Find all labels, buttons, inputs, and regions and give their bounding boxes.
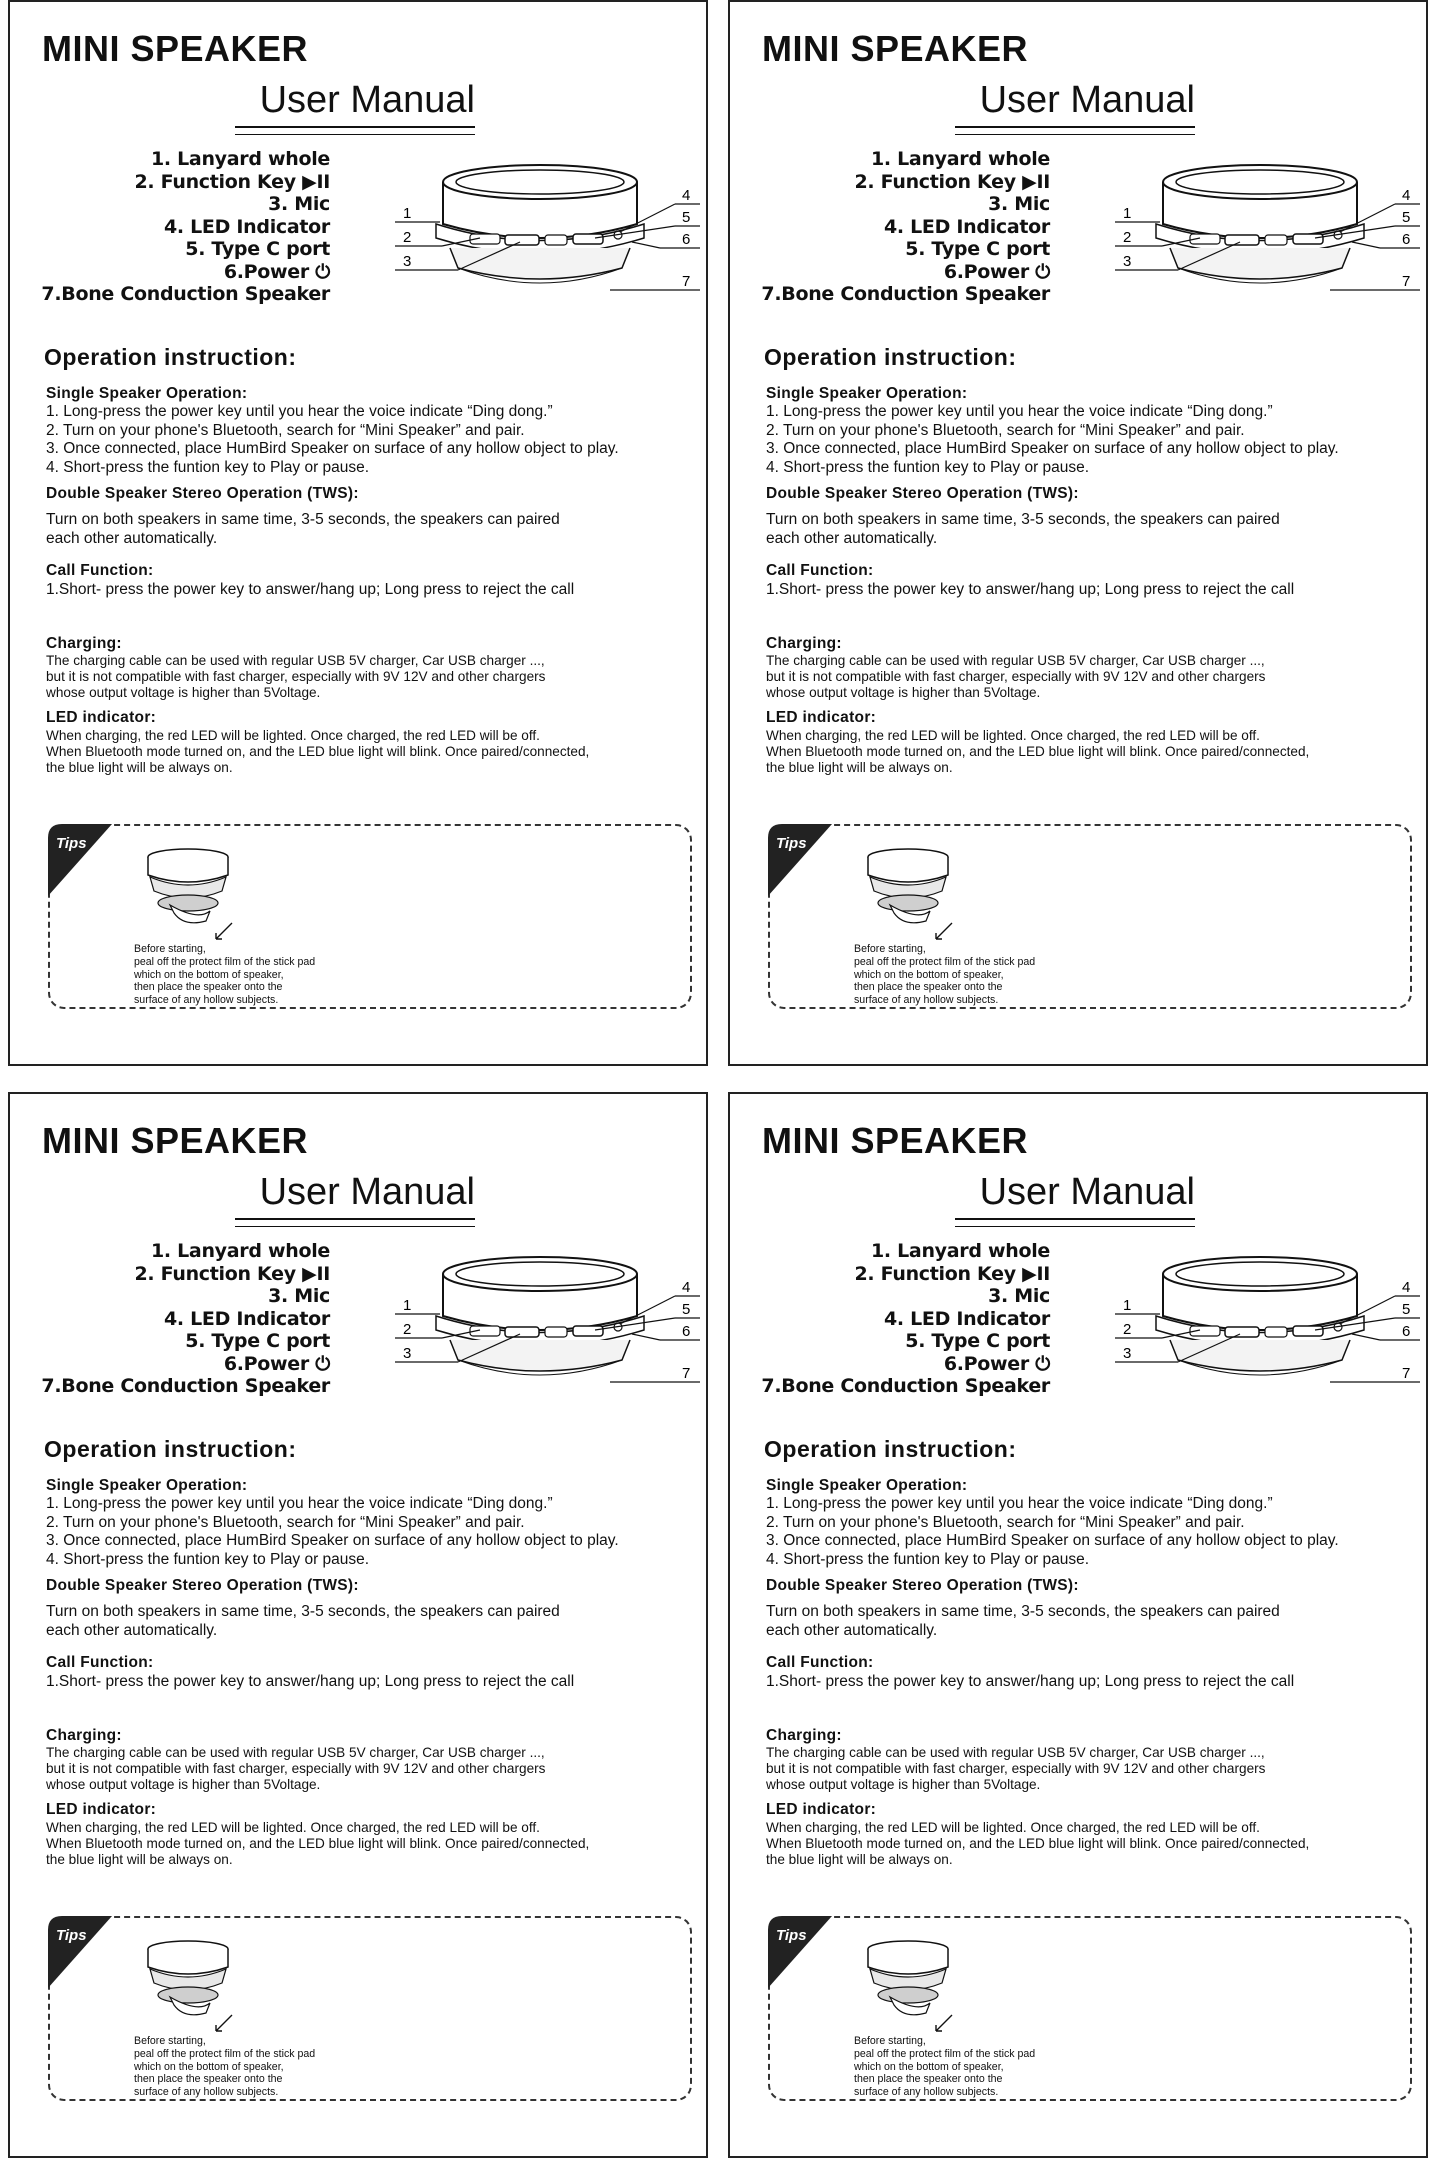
part-item: 2. Function Key ▶II bbox=[854, 1262, 1050, 1285]
single-speaker-heading: Single Speaker Operation: bbox=[46, 385, 248, 402]
tws-line: Turn on both speakers in same time, 3-5 seconds, the speakers can paired bbox=[46, 1603, 560, 1621]
operation-heading: Operation instruction: bbox=[764, 1436, 1017, 1462]
tips-text bbox=[134, 943, 315, 1007]
charging-line: whose output voltage is higher than 5Voltage. bbox=[46, 1777, 321, 1793]
tips-badge bbox=[48, 1916, 118, 1992]
charging-line: The charging cable can be used with regular USB 5V charger, Car USB charger ..., bbox=[46, 1745, 545, 1761]
stick-pad-illustration bbox=[140, 847, 260, 947]
led-line: When Bluetooth mode turned on, and the LED blue light will blink. Once paired/connected, bbox=[766, 743, 1310, 759]
charging-line: whose output voltage is higher than 5Voltage. bbox=[766, 1777, 1041, 1793]
led-heading: LED indicator: bbox=[46, 1801, 157, 1819]
single-step: 1. Long-press the power key until you hear the voice indicate “Ding dong.” bbox=[766, 1495, 1273, 1513]
subtitle-divider bbox=[235, 134, 475, 135]
instructions-body bbox=[46, 385, 706, 776]
tips-text bbox=[854, 2035, 1035, 2099]
part-item: 6.Power ⏻ bbox=[943, 260, 1050, 283]
manual-panel-top-left bbox=[8, 0, 708, 1066]
single-step: 4. Short-press the funtion key to Play or pause. bbox=[46, 458, 370, 476]
charging-heading: Charging: bbox=[46, 635, 122, 653]
operation-heading: Operation instruction: bbox=[44, 1436, 297, 1462]
single-speaker-heading: Single Speaker Operation: bbox=[766, 1477, 968, 1494]
tws-heading: Double Speaker Stereo Operation (TWS): bbox=[766, 485, 1079, 503]
single-step: 2. Turn on your phone's Bluetooth, search for “Mini Speaker” and pair. bbox=[46, 421, 525, 439]
call-heading: Call Function: bbox=[46, 562, 154, 580]
callout-number: 2 bbox=[403, 229, 412, 246]
callout-number: 5 bbox=[1402, 1301, 1411, 1318]
led-line: When charging, the red LED will be lighted. Once charged, the red LED will be off. bbox=[766, 1819, 1260, 1835]
single-speaker-heading: Single Speaker Operation: bbox=[46, 1477, 248, 1494]
charging-heading: Charging: bbox=[766, 1727, 842, 1745]
tws-line: Turn on both speakers in same time, 3-5 seconds, the speakers can paired bbox=[766, 511, 1280, 529]
stick-pad-illustration bbox=[860, 1939, 980, 2039]
callout-number: 2 bbox=[1123, 1321, 1132, 1338]
manual-title: MINI SPEAKER bbox=[42, 28, 309, 69]
call-heading: Call Function: bbox=[766, 1654, 874, 1672]
parts-list bbox=[761, 1240, 1050, 1398]
single-step: 3. Once connected, place HumBird Speaker on surface of any hollow object to play. bbox=[46, 440, 619, 458]
part-item: 6.Power ⏻ bbox=[943, 1352, 1050, 1375]
subtitle-divider bbox=[235, 1226, 475, 1227]
parts-list bbox=[41, 1240, 330, 1398]
call-line: 1.Short- press the power key to answer/hang up; Long press to reject the call bbox=[46, 1672, 575, 1690]
charging-heading: Charging: bbox=[46, 1727, 122, 1745]
stick-pad-illustration bbox=[860, 847, 980, 947]
single-step: 3. Once connected, place HumBird Speaker on surface of any hollow object to play. bbox=[46, 1532, 619, 1550]
callout-number: 1 bbox=[1123, 1297, 1132, 1314]
call-line: 1.Short- press the power key to answer/hang up; Long press to reject the call bbox=[46, 580, 575, 598]
tips-badge bbox=[768, 1916, 838, 1992]
callout-number: 7 bbox=[1402, 273, 1411, 290]
callout-number: 5 bbox=[682, 209, 691, 226]
led-line: When Bluetooth mode turned on, and the LED blue light will blink. Once paired/connected, bbox=[46, 743, 590, 759]
manual-panel-bottom-right bbox=[728, 1092, 1428, 2158]
callout-number: 6 bbox=[1402, 1323, 1411, 1340]
tips-line: which on the bottom of speaker, bbox=[854, 968, 1004, 981]
speaker-diagram bbox=[1090, 1254, 1420, 1404]
tips-line: peal off the protect film of the stick pad bbox=[854, 955, 1036, 968]
part-item: 4. LED Indicator bbox=[883, 215, 1050, 238]
part-item: 2. Function Key ▶II bbox=[854, 170, 1050, 193]
tips-line: which on the bottom of speaker, bbox=[134, 968, 284, 981]
callout-number: 2 bbox=[1123, 229, 1132, 246]
charging-line: but it is not compatible with fast charger, especially with 9V 12V and other chargers bbox=[46, 1761, 546, 1777]
part-item: 2. Function Key ▶II bbox=[134, 170, 330, 193]
led-line: When charging, the red LED will be lighted. Once charged, the red LED will be off. bbox=[46, 727, 540, 743]
callout-number: 1 bbox=[403, 205, 412, 222]
callout-number: 7 bbox=[682, 273, 691, 290]
manual-subtitle: User Manual bbox=[235, 1171, 475, 1220]
single-step: 3. Once connected, place HumBird Speaker on surface of any hollow object to play. bbox=[766, 440, 1339, 458]
single-step: 4. Short-press the funtion key to Play or pause. bbox=[766, 1550, 1090, 1568]
single-step: 3. Once connected, place HumBird Speaker on surface of any hollow object to play. bbox=[766, 1532, 1339, 1550]
tips-line: surface of any hollow subjects. bbox=[134, 2086, 279, 2099]
part-item: 5. Type C port bbox=[185, 1330, 330, 1352]
part-item: 4. LED Indicator bbox=[163, 1307, 330, 1330]
manual-panel-top-right bbox=[728, 0, 1428, 1066]
tips-line: peal off the protect film of the stick pad bbox=[134, 2047, 316, 2060]
callout-number: 7 bbox=[682, 1365, 691, 1382]
tips-line: surface of any hollow subjects. bbox=[854, 994, 999, 1007]
charging-line: The charging cable can be used with regular USB 5V charger, Car USB charger ..., bbox=[766, 1745, 1265, 1761]
callout-number: 3 bbox=[1123, 1345, 1132, 1362]
parts-list bbox=[41, 148, 330, 306]
instructions-body bbox=[766, 1477, 1426, 1868]
part-item: 3. Mic bbox=[988, 193, 1050, 215]
callout-number: 6 bbox=[682, 231, 691, 248]
callout-number: 5 bbox=[1402, 209, 1411, 226]
charging-line: but it is not compatible with fast charger, especially with 9V 12V and other chargers bbox=[46, 669, 546, 685]
tips-line: Before starting, bbox=[854, 943, 926, 955]
speaker-diagram bbox=[370, 1254, 700, 1404]
led-line: When Bluetooth mode turned on, and the LED blue light will blink. Once paired/connected, bbox=[46, 1835, 590, 1851]
callout-number: 5 bbox=[682, 1301, 691, 1318]
operation-heading: Operation instruction: bbox=[764, 344, 1017, 370]
single-step: 2. Turn on your phone's Bluetooth, search for “Mini Speaker” and pair. bbox=[766, 421, 1245, 439]
charging-line: The charging cable can be used with regular USB 5V charger, Car USB charger ..., bbox=[766, 653, 1265, 669]
single-speaker-heading: Single Speaker Operation: bbox=[766, 385, 968, 402]
led-line: When Bluetooth mode turned on, and the LED blue light will blink. Once paired/connected, bbox=[766, 1835, 1310, 1851]
tips-line: which on the bottom of speaker, bbox=[134, 2060, 284, 2073]
stick-pad-illustration bbox=[140, 1939, 260, 2039]
instructions-body bbox=[46, 1477, 706, 1868]
part-item: 1. Lanyard whole bbox=[150, 1240, 330, 1262]
peel-arrow-icon bbox=[216, 2015, 232, 2031]
led-heading: LED indicator: bbox=[766, 709, 877, 727]
part-item: 7.Bone Conduction Speaker bbox=[761, 283, 1050, 305]
callout-number: 3 bbox=[1123, 253, 1132, 270]
part-item: 4. LED Indicator bbox=[163, 215, 330, 238]
led-line: When charging, the red LED will be lighted. Once charged, the red LED will be off. bbox=[766, 727, 1260, 743]
led-heading: LED indicator: bbox=[46, 709, 157, 727]
tips-line: peal off the protect film of the stick pad bbox=[134, 955, 316, 968]
charging-line: but it is not compatible with fast charger, especially with 9V 12V and other chargers bbox=[766, 669, 1266, 685]
part-item: 3. Mic bbox=[988, 1285, 1050, 1307]
tws-heading: Double Speaker Stereo Operation (TWS): bbox=[46, 485, 359, 503]
part-item: 5. Type C port bbox=[905, 238, 1050, 260]
charging-line: but it is not compatible with fast charger, especially with 9V 12V and other chargers bbox=[766, 1761, 1266, 1777]
tips-line: then place the speaker onto the bbox=[854, 981, 1003, 994]
parts-list bbox=[761, 148, 1050, 306]
part-item: 1. Lanyard whole bbox=[870, 148, 1050, 170]
tips-badge bbox=[768, 824, 838, 900]
led-line: When charging, the red LED will be lighted. Once charged, the red LED will be off. bbox=[46, 1819, 540, 1835]
tws-line: Turn on both speakers in same time, 3-5 seconds, the speakers can paired bbox=[46, 511, 560, 529]
tips-label: Tips bbox=[776, 835, 807, 852]
speaker-diagram bbox=[1090, 162, 1420, 312]
tws-heading: Double Speaker Stereo Operation (TWS): bbox=[766, 1577, 1079, 1595]
tips-line: peal off the protect film of the stick pad bbox=[854, 2047, 1036, 2060]
callout-number: 2 bbox=[403, 1321, 412, 1338]
subtitle-divider bbox=[955, 1226, 1195, 1227]
part-item: 7.Bone Conduction Speaker bbox=[761, 1375, 1050, 1397]
tips-line: Before starting, bbox=[134, 2035, 206, 2047]
tips-line: Before starting, bbox=[854, 2035, 926, 2047]
peel-arrow-icon bbox=[936, 923, 952, 939]
tips-line: which on the bottom of speaker, bbox=[854, 2060, 1004, 2073]
part-item: 2. Function Key ▶II bbox=[134, 1262, 330, 1285]
led-line: the blue light will be always on. bbox=[46, 1851, 233, 1867]
callout-number: 6 bbox=[1402, 231, 1411, 248]
part-item: 7.Bone Conduction Speaker bbox=[41, 1375, 330, 1397]
charging-line: whose output voltage is higher than 5Voltage. bbox=[46, 685, 321, 701]
callout-number: 3 bbox=[403, 1345, 412, 1362]
part-item: 1. Lanyard whole bbox=[870, 1240, 1050, 1262]
tips-line: then place the speaker onto the bbox=[134, 2073, 283, 2086]
part-item: 6.Power ⏻ bbox=[223, 1352, 330, 1375]
part-item: 5. Type C port bbox=[185, 238, 330, 260]
tws-line: each other automatically. bbox=[46, 529, 218, 547]
part-item: 3. Mic bbox=[268, 193, 330, 215]
tws-line: each other automatically. bbox=[46, 1621, 218, 1639]
manual-subtitle: User Manual bbox=[955, 79, 1195, 128]
manual-subtitle: User Manual bbox=[955, 1171, 1195, 1220]
tips-text bbox=[854, 943, 1035, 1007]
single-step: 1. Long-press the power key until you hear the voice indicate “Ding dong.” bbox=[46, 403, 553, 421]
callout-number: 6 bbox=[682, 1323, 691, 1340]
callout-number: 4 bbox=[1402, 1279, 1411, 1296]
charging-line: whose output voltage is higher than 5Voltage. bbox=[766, 685, 1041, 701]
single-step: 4. Short-press the funtion key to Play or pause. bbox=[46, 1550, 370, 1568]
manual-title: MINI SPEAKER bbox=[42, 1120, 309, 1161]
single-step: 4. Short-press the funtion key to Play or pause. bbox=[766, 458, 1090, 476]
tips-line: Before starting, bbox=[134, 943, 206, 955]
call-heading: Call Function: bbox=[766, 562, 874, 580]
single-step: 2. Turn on your phone's Bluetooth, search for “Mini Speaker” and pair. bbox=[46, 1513, 525, 1531]
callout-number: 4 bbox=[1402, 187, 1411, 204]
callout-number: 7 bbox=[1402, 1365, 1411, 1382]
manual-panel-bottom-left bbox=[8, 1092, 708, 2158]
part-item: 4. LED Indicator bbox=[883, 1307, 1050, 1330]
tips-text bbox=[134, 2035, 315, 2099]
charging-heading: Charging: bbox=[766, 635, 842, 653]
part-item: 6.Power ⏻ bbox=[223, 260, 330, 283]
subtitle-divider bbox=[955, 134, 1195, 135]
tws-line: Turn on both speakers in same time, 3-5 seconds, the speakers can paired bbox=[766, 1603, 1280, 1621]
tws-line: each other automatically. bbox=[766, 1621, 938, 1639]
callout-number: 1 bbox=[403, 1297, 412, 1314]
led-line: the blue light will be always on. bbox=[766, 1851, 953, 1867]
part-item: 5. Type C port bbox=[905, 1330, 1050, 1352]
tips-line: then place the speaker onto the bbox=[134, 981, 283, 994]
manual-title: MINI SPEAKER bbox=[762, 28, 1029, 69]
tips-line: surface of any hollow subjects. bbox=[854, 2086, 999, 2099]
led-line: the blue light will be always on. bbox=[46, 759, 233, 775]
tips-label: Tips bbox=[56, 1927, 87, 1944]
callout-number: 4 bbox=[682, 187, 691, 204]
callout-number: 3 bbox=[403, 253, 412, 270]
single-step: 1. Long-press the power key until you hear the voice indicate “Ding dong.” bbox=[766, 403, 1273, 421]
instructions-body bbox=[766, 385, 1426, 776]
tips-line: surface of any hollow subjects. bbox=[134, 994, 279, 1007]
tws-line: each other automatically. bbox=[766, 529, 938, 547]
call-heading: Call Function: bbox=[46, 1654, 154, 1672]
manual-subtitle: User Manual bbox=[235, 79, 475, 128]
tips-badge bbox=[48, 824, 118, 900]
tips-line: then place the speaker onto the bbox=[854, 2073, 1003, 2086]
peel-arrow-icon bbox=[936, 2015, 952, 2031]
peel-arrow-icon bbox=[216, 923, 232, 939]
led-line: the blue light will be always on. bbox=[766, 759, 953, 775]
single-step: 1. Long-press the power key until you hear the voice indicate “Ding dong.” bbox=[46, 1495, 553, 1513]
call-line: 1.Short- press the power key to answer/hang up; Long press to reject the call bbox=[766, 580, 1295, 598]
single-step: 2. Turn on your phone's Bluetooth, search for “Mini Speaker” and pair. bbox=[766, 1513, 1245, 1531]
part-item: 7.Bone Conduction Speaker bbox=[41, 283, 330, 305]
speaker-diagram bbox=[370, 162, 700, 312]
tws-heading: Double Speaker Stereo Operation (TWS): bbox=[46, 1577, 359, 1595]
tips-label: Tips bbox=[56, 835, 87, 852]
part-item: 3. Mic bbox=[268, 1285, 330, 1307]
callout-number: 4 bbox=[682, 1279, 691, 1296]
tips-label: Tips bbox=[776, 1927, 807, 1944]
led-heading: LED indicator: bbox=[766, 1801, 877, 1819]
manual-title: MINI SPEAKER bbox=[762, 1120, 1029, 1161]
operation-heading: Operation instruction: bbox=[44, 344, 297, 370]
part-item: 1. Lanyard whole bbox=[150, 148, 330, 170]
charging-line: The charging cable can be used with regular USB 5V charger, Car USB charger ..., bbox=[46, 653, 545, 669]
callout-number: 1 bbox=[1123, 205, 1132, 222]
call-line: 1.Short- press the power key to answer/hang up; Long press to reject the call bbox=[766, 1672, 1295, 1690]
